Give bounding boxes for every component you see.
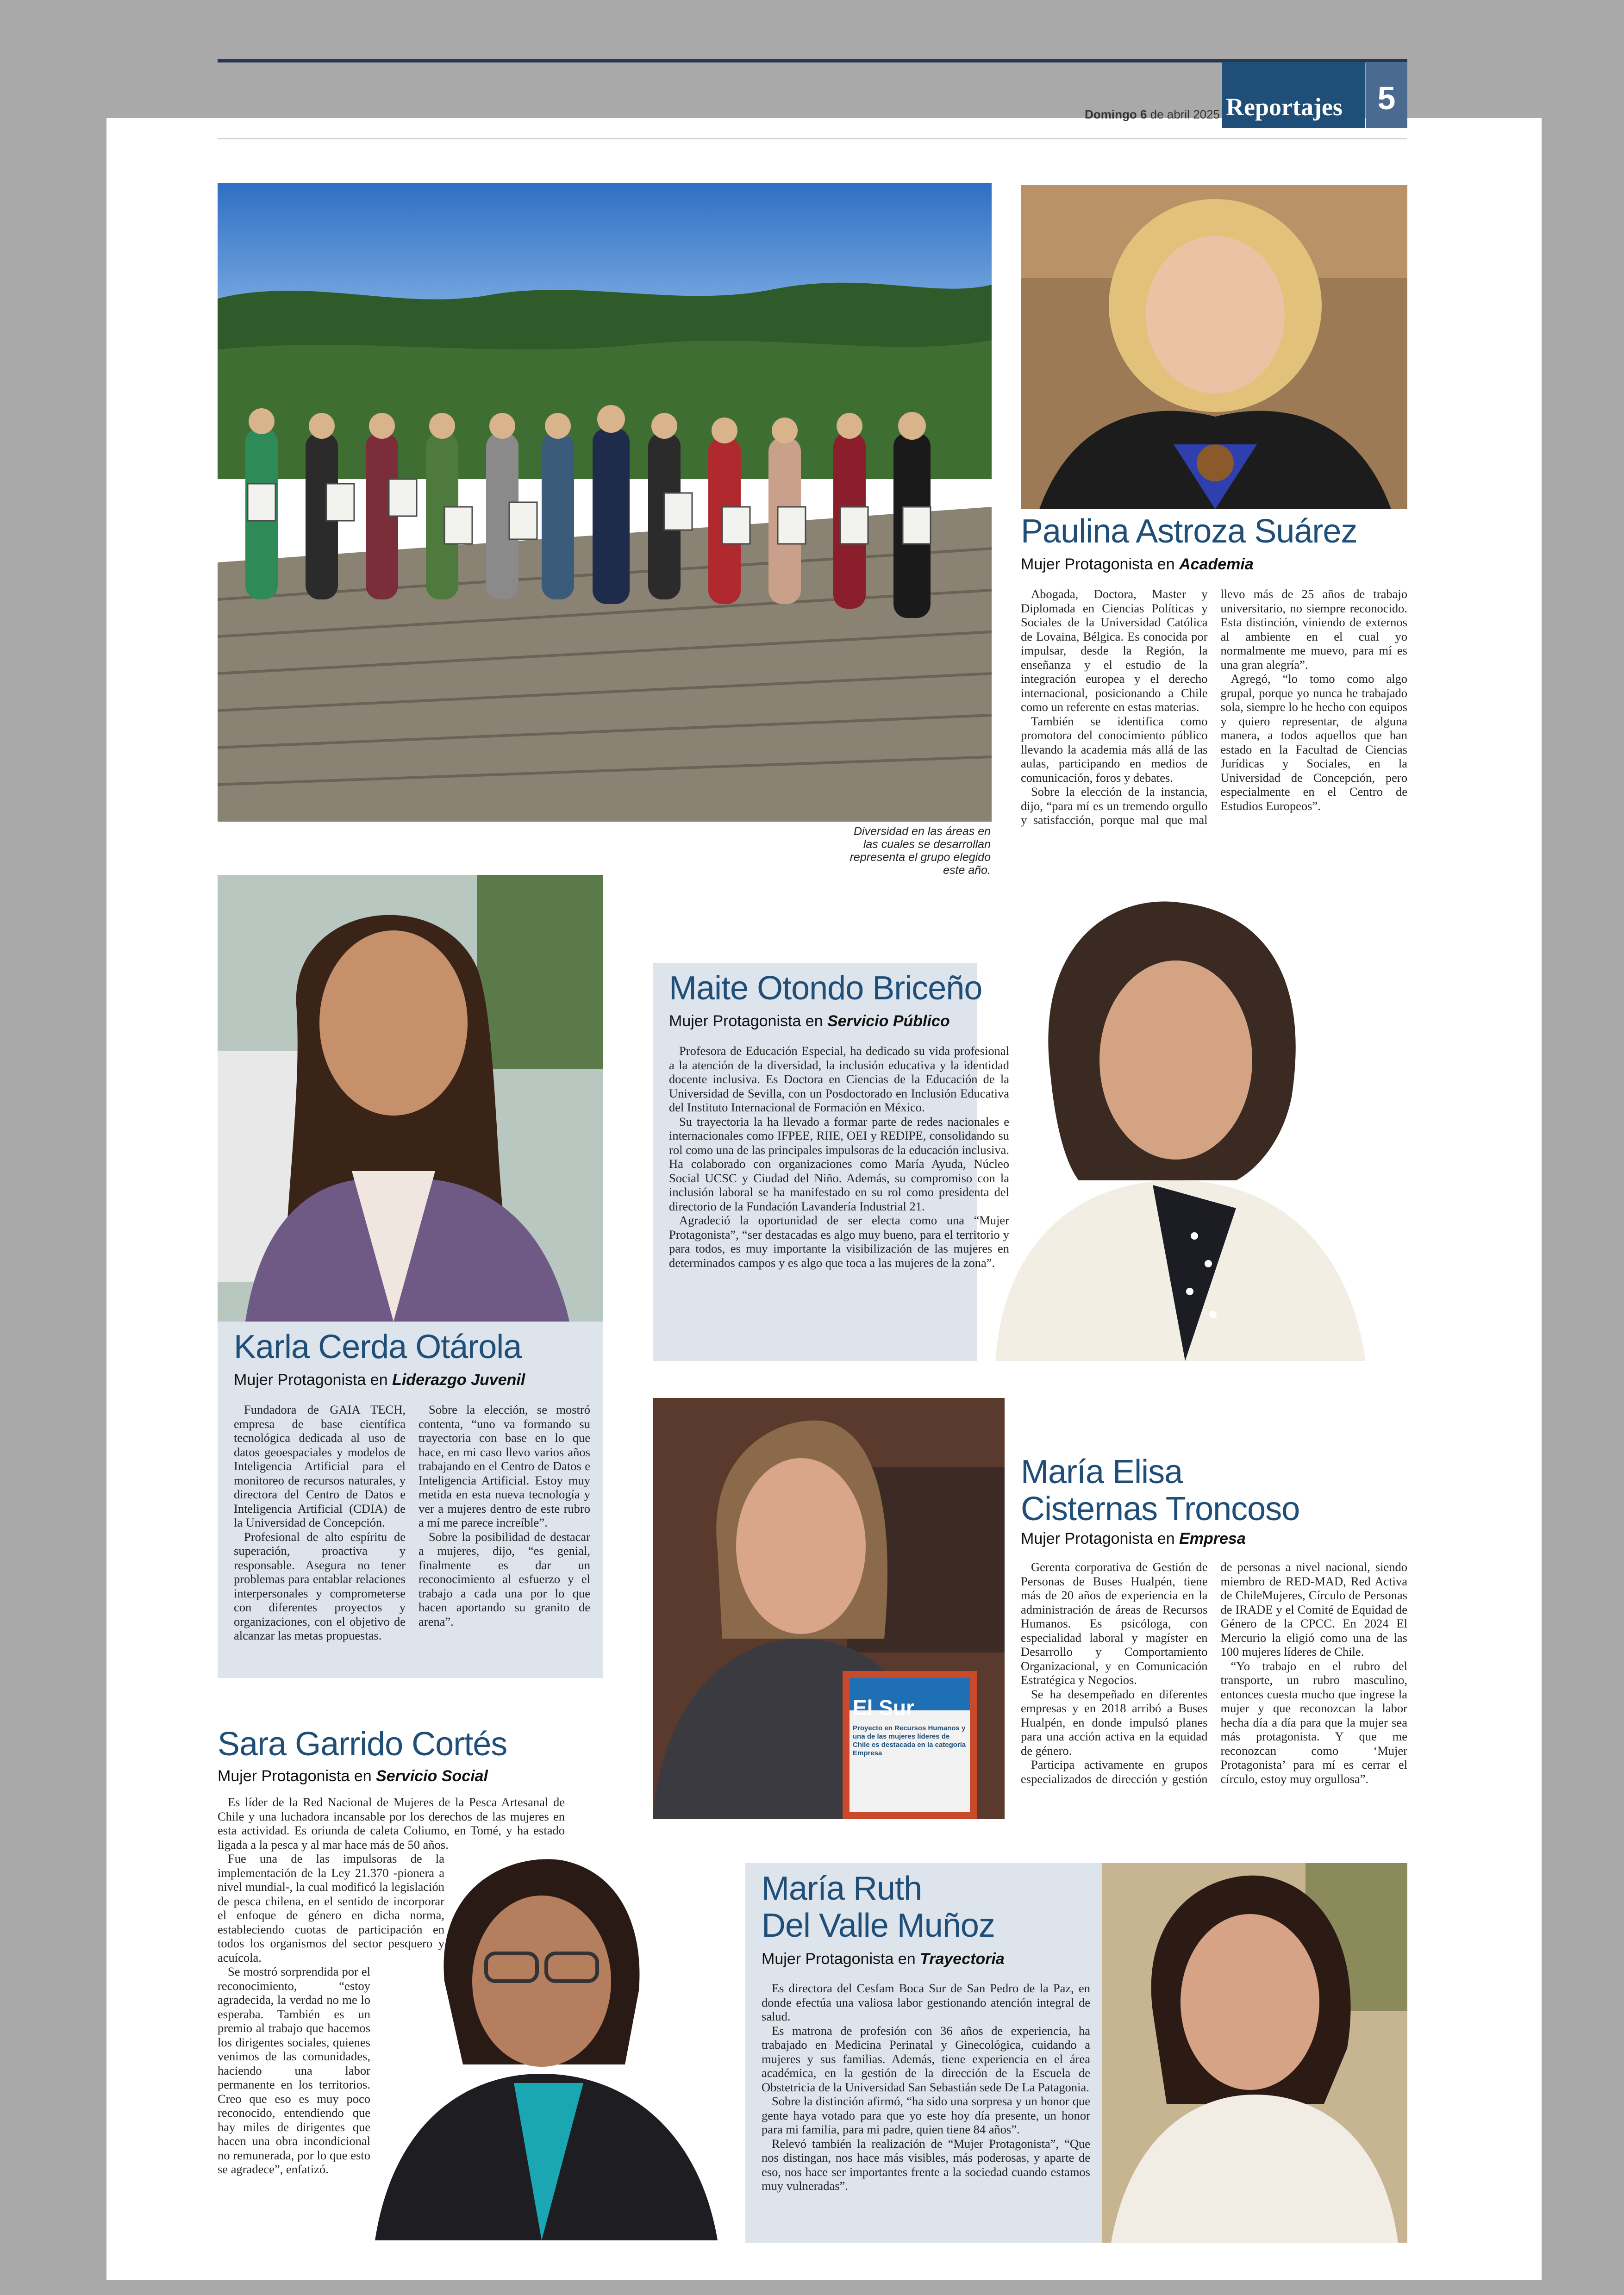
profile-name-sara: Sara Garrido Cortés <box>218 1726 507 1763</box>
profile-name-maria-elisa: María Elisa Cisternas Troncoso <box>1021 1453 1300 1528</box>
paragraph: Sobre la elección, se mostró contenta, “uno va formando su trayectoria con base en lo que hace, en mi caso llevo varios años trabajando en el Centro de Datos e Inteligencia Artificial. Estoy muy metida en esta nueva tecnología y ver a mujeres dentro de este rubro a mí me parece increíble”. <box>418 1403 590 1529</box>
profile-role-karla <box>234 1371 525 1389</box>
role-area-sara: Servicio Social <box>376 1767 488 1785</box>
role-prefix-maite: Mujer Protagonista en <box>669 1012 823 1030</box>
profile-text-sara <box>218 1795 565 2226</box>
group-photo-caption: Diversidad en las áreas en las cuales se desarrollan representa el grupo elegido este año. <box>849 825 991 877</box>
profile-role-maria-elisa <box>1021 1530 1246 1548</box>
profile-role-sara <box>218 1767 488 1785</box>
role-prefix-maria-elisa: Mujer Protagonista en <box>1021 1530 1175 1547</box>
paragraph: Es matrona de profesión con 36 años de experiencia, ha trabajado en Medicina Perinatal y Ginecológica, cuidando a mujeres y sus familias. Además, tiene experiencia en el área académica, en la gestión de la dirección de la Escuela de Obstetricia de la Universidad San Sebastián sede De La Patagonia. <box>762 2023 1090 2094</box>
group-photo <box>218 183 992 822</box>
paragraph: Participa activamente en grupos especializados de dirección y gestión de personas a nivel nacional, siendo miembro de RED-MAD, Red Activa de ChileMujeres, Círculo de Personas de IRADE y el Comité de Equidad de Género de la CPCC. En 2024 El Mercurio la eligió como una de las 100 mujeres líderes de Chile. <box>1021 1560 1407 1786</box>
portrait-paulina <box>1021 185 1407 509</box>
profile-text-maria-ruth <box>762 1981 1090 2240</box>
paragraph: Sobre la posibilidad de destacar a mujeres, dijo, “es genial, finalmente es dar un reconocimiento al esfuerzo y el trabajo a cada una por lo que hacen aportando su granito de arena”. <box>418 1529 590 1628</box>
role-area-paulina: Academia <box>1179 555 1254 573</box>
paragraph: Agradeció la oportunidad de ser electa como una “Mujer Protagonista”, “ser destacadas es algo muy bueno, para el territorio y para todos, es muy importante la visibilización de las mujeres en determinados campos y es algo que toca a las mujeres de la zona”. <box>669 1213 1009 1270</box>
profile-text-paulina <box>1021 587 1407 853</box>
paragraph: Fue una de las impulsoras de la implementación de la Ley 21.370 -pionera a nivel mundial-, la cual modificó la legislación de pesca chilena, en el sentido de incorporar el enfoque de género en dicha norma, estableciendo cuotas de participación en todos los organismos del sector pesquero y acuícola. <box>218 1852 444 1964</box>
paragraph: Gerenta corporativa de Gestión de Personas de Buses Hualpén, tiene más de 20 años de experiencia en la administración de áreas de Recursos Humanos. Es psicóloga, con especialidad laboral y magíster en Desarrollo y Comportamiento Organizacional, y en Comunicación Estratégica y Negocios. <box>1021 1560 1208 1687</box>
paragraph: Agregó, “lo tomo como algo grupal, porque yo nunca he trabajado sola, siempre lo he hecho con equipos y quiero representar, de alguna manera, a todos aquellos que han estado en la Facultad de Ciencias Jurídicas y Sociales, en la Universidad de Concepción, pero especialmente en el Centro de Estudios Europeos”. <box>1220 672 1407 813</box>
role-prefix-karla: Mujer Protagonista en <box>234 1371 388 1389</box>
profile-name-paulina: Paulina Astroza Suárez <box>1021 513 1357 550</box>
profile-text-karla <box>234 1403 590 1666</box>
paragraph: Se ha desempeñado en diferentes empresas y en 2018 arribó a Buses Hualpén, en donde impulsó planes para una acción activa en la equidad de género. <box>1021 1687 1208 1758</box>
profile-text-maite <box>669 1044 1009 1354</box>
paragraph: Profesional de alto espíritu de superación, proactiva y responsable. Asegura no tener problemas para entablar relaciones interpersonales y comprometerse con diferentes proyectos y organizaciones, con el objetivo de alcanzar las metas propuestas. <box>234 1529 406 1642</box>
paragraph: Fundadora de GAIA TECH, empresa de base científica tecnológica dedicada al uso de datos geoespaciales y modelos de Inteligencia Artificial para el monitoreo de recursos naturales, y directora del Centro de Datos e Inteligencia Artificial (CDIA) de la Universidad de Concepción. <box>234 1403 406 1529</box>
role-area-maite: Servicio Público <box>827 1012 950 1030</box>
paragraph: Profesora de Educación Especial, ha dedicado su vida profesional a la atención de la diversidad, la inclusión educativa y la identidad docente inclusiva. Es Doctora en Ciencias de la Educación de la Universidad de Sevilla, con un Posdoctorado en Inclusión Educativa del Instituto Internacional de Formación en México. <box>669 1044 1009 1114</box>
profile-role-paulina <box>1021 555 1254 574</box>
profile-name-maite: Maite Otondo Briceño <box>669 970 982 1007</box>
paragraph: Es directora del Cesfam Boca Sur de San Pedro de la Paz, en donde efectúa una valiosa labor gestionando atención integral de salud. <box>762 1981 1090 2023</box>
issue-date-rest: de abril 2025 <box>1150 107 1220 121</box>
paragraph: Es líder de la Red Nacional de Mujeres de la Pesca Artesanal de Chile y una luchadora incansable por los derechos de las mujeres en esta actividad. Es oriunda de caleta Coliumo, en Tomé, y ha estado ligada a la pesca y al mar hace más de 50 años. <box>218 1795 565 1852</box>
portrait-maria-ruth <box>1102 1863 1407 2243</box>
profile-name-maria-ruth: María Ruth Del Valle Muñoz <box>762 1870 995 1944</box>
profile-role-maria-ruth <box>762 1950 1005 1968</box>
role-area-karla: Liderazgo Juvenil <box>392 1371 525 1389</box>
paragraph: Se mostró sorprendida por el reconocimiento, “estoy agradecida, la verdad no me lo esperaba. También es un premio al trabajo que hacemos los dirigentes sociales, quienes venimos de las comunidades, haciendo una labor permanente en los territorios. Creo que eso es muy poco reconocido, entendiendo que hay miles de dirigentes que hacen una obra incondicional no remunerada, por lo que esto se agradece”, enfatizó. <box>218 1964 370 2176</box>
role-area-maria-ruth: Trayectoria <box>920 1950 1005 1968</box>
paragraph: También se identifica como promotora del conocimiento público llevando la academia más allá de las aulas, participando en medios de comunicación, foros y debates. <box>1021 714 1208 785</box>
header-divider <box>218 138 1407 139</box>
role-prefix-maria-ruth: Mujer Protagonista en <box>762 1950 916 1968</box>
profile-text-maria-elisa <box>1021 1560 1407 1819</box>
role-prefix-paulina: Mujer Protagonista en <box>1021 555 1175 573</box>
paragraph: Sobre la distinción afirmó, “ha sido una sorpresa y un honor que gente haya votado para que yo este hoy día presente, un honor para mi familia, para mi padre, quien tiene 84 años”. <box>762 2094 1090 2136</box>
paragraph: Sobre la elección de la instancia, dijo, “para mí es un tremendo orgullo y satisfacción, porque mal que mal llevo más de 25 años de trabajo universitario, no siempre reconocido. Esta distinción, viniendo de externos al ambiente en el cual yo normalmente me muevo, para mí es una gran alegría”. <box>1021 587 1407 827</box>
page-number: 5 <box>1377 80 1396 116</box>
paragraph: Abogada, Doctora, Master y Diplomada en Ciencias Políticas y Sociales de la Universidad Católica de Lovaina, Bélgica. Es conocida por impulsar, desde la Región, la enseñanza y el estudio de la integración europea y el derecho internacional, posicionando a Chile como un referente en estas materias. <box>1021 587 1208 714</box>
role-prefix-sara: Mujer Protagonista en <box>218 1767 372 1785</box>
portrait-karla <box>218 875 603 1322</box>
issue-date-day: Domingo 6 <box>1085 107 1147 121</box>
newspaper-masthead: El Sur <box>853 1696 914 1720</box>
issue-date <box>963 107 1220 122</box>
section-label: Reportajes <box>1226 93 1343 121</box>
profile-role-maite <box>669 1012 950 1030</box>
profile-name-karla: Karla Cerda Otárola <box>234 1328 522 1366</box>
paragraph: Relevó también la realización de “Mujer Protagonista”, “Que nos distingan, nos hace más visibles, más poderosas, y aparte de eso, nos hace ser importantes frente a la sociedad cuando estamos muy vulneradas”. <box>762 2136 1090 2193</box>
paragraph: Su trayectoria la ha llevado a formar parte de redes nacionales e internacionales como IFPEE, RIIE, OEI y REDIPE, consolidando su rol como una de las principales impulsoras de la educación inclusiva. Ha colaborado con organizaciones como María Ayuda, Núcleo Social UCSC y Ciudad del Niño. Además, su compromiso con la inclusión laboral se ha manifestado en su rol como presidenta del directorio de la Fundación Lavandería Industrial 21. <box>669 1114 1009 1213</box>
portrait-maite <box>977 884 1380 1361</box>
newspaper-headline: Proyecto en Recursos Humanos y una de las mujeres líderes de Chile es destacada en la categoría Empresa <box>853 1724 966 1757</box>
paragraph: “Yo trabajo en el rubro del transporte, un rubro masculino, entonces cuesta mucho que ingrese la mujer y que reconozcan la labor hecha día a día para que la mujer sea más protagonista. Y que me reconozcan como ‘Mujer Protagonista’ para mí es cerrar el círculo, estoy muy orgullosa”. <box>1220 1659 1407 1786</box>
role-area-maria-elisa: Empresa <box>1179 1530 1246 1547</box>
